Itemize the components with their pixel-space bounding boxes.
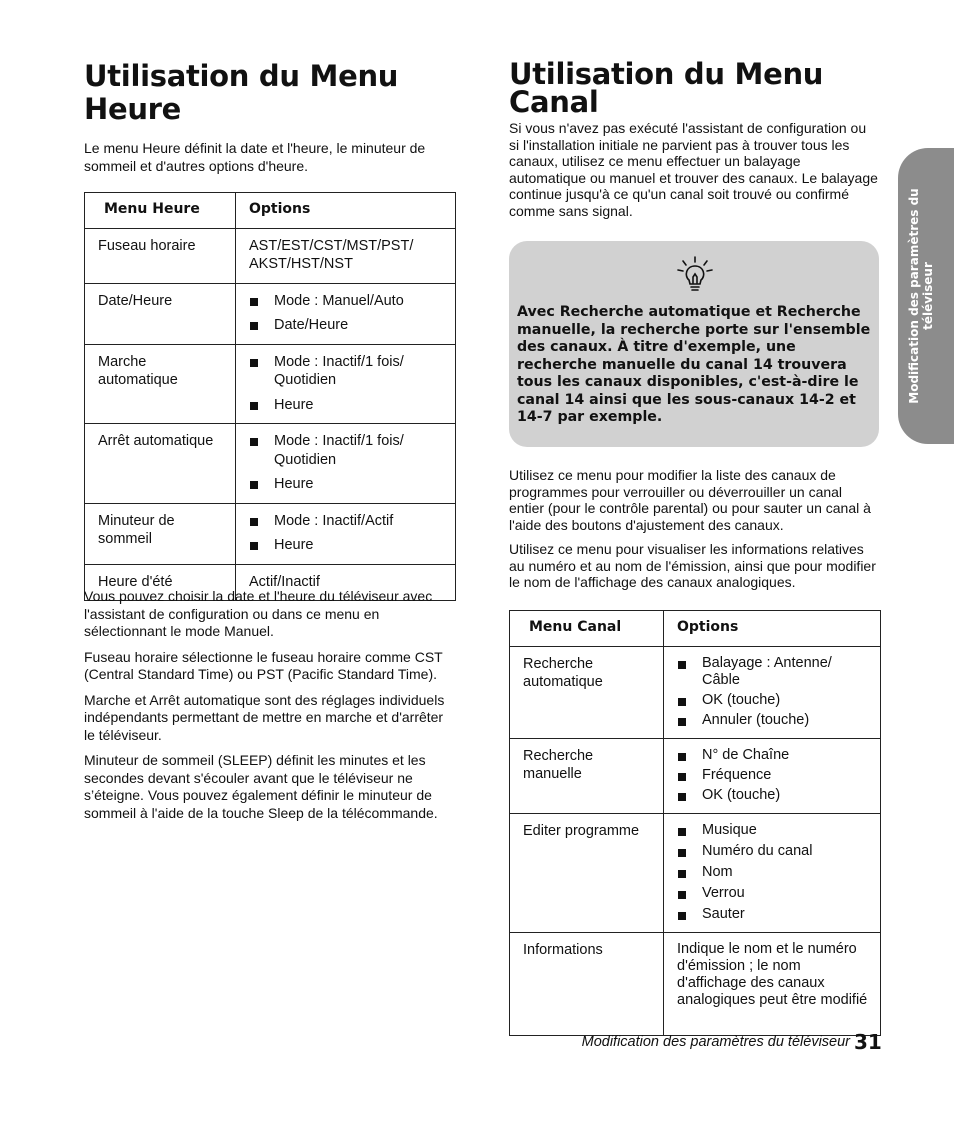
table-header-row — [510, 611, 881, 647]
option-item: Verrou — [677, 885, 868, 902]
menu-item-options: AST/EST/CST/MST/PST/ AKST/HST/NST — [236, 228, 456, 283]
option-item: Balayage : Antenne/ Câble — [677, 655, 868, 689]
menu-item-name: Minuteur de sommeil — [85, 503, 236, 564]
option-item: Date/Heure — [249, 316, 443, 335]
menu-item-options — [664, 646, 881, 738]
option-item: Heure — [249, 396, 443, 415]
menu-item-options — [664, 813, 881, 932]
tip-text: Avec Recherche automatique et Recherche manuelle, la recherche porte sur l'ensemble des canaux. À titre d'exemple, une recherche manuelle du canal 14 trouvera tous les canaux disponibles, c'est-à-dire le canal 14 ainsi que les sous-canaux 14-2 et 14-7 par exemple. — [517, 304, 871, 425]
left-column — [84, 60, 456, 183]
canal-intro: Si vous n'avez pas exécuté l'assistant de configuration ou si l'installation initiale ne parvient pas à trouver tous les canaux, utilisez ce menu effectuer un balayage automatique ou manuel et trouver des canaux. Le balayage continue jusqu'à ce qu'un canal soit trouvé ou confirmé comme sans signal. — [509, 120, 878, 219]
menu-item-name: Date/Heure — [85, 283, 236, 344]
menu-item-options — [236, 344, 456, 424]
menu-item-options — [664, 738, 881, 813]
column-header: Options — [664, 611, 881, 647]
tip-note — [509, 241, 879, 447]
option-item: N° de Chaîne — [677, 747, 868, 764]
table-row — [85, 503, 456, 564]
option-item: Musique — [677, 822, 868, 839]
menu-item-name: Marche automatique — [85, 344, 236, 424]
paragraph: Fuseau horaire sélectionne le fuseau horaire comme CST (Central Standard Time) ou PST (Pacific Standard Time). — [84, 648, 443, 682]
side-tab — [898, 148, 954, 444]
option-item: Heure — [249, 536, 443, 555]
heure-title: Utilisation du Menu Heure — [84, 59, 399, 126]
menu-item-options — [236, 503, 456, 564]
canal-title: Utilisation du Menu Canal — [509, 57, 824, 119]
menu-item-name: Recherche automatique — [510, 646, 664, 738]
paragraph: Vous pouvez choisir la date et l'heure du téléviseur avec l'assistant de configuration ou dans ce menu en sélectionnant le mode Manuel. — [84, 588, 433, 639]
menu-item-name: Informations — [510, 932, 664, 1035]
column-header: Menu Heure — [85, 193, 236, 229]
footer-section-title: Modification des paramètres du téléviseur — [581, 1034, 850, 1050]
menu-item-name: Editer programme — [510, 813, 664, 932]
side-tab-label: Modification des paramètres du téléviseur — [907, 188, 935, 404]
option-item: Mode : Inactif/1 fois/ Quotidien — [249, 353, 443, 390]
table-row — [85, 228, 456, 283]
option-item: OK (touche) — [677, 692, 868, 709]
option-item: Annuler (touche) — [677, 712, 868, 729]
table-header-row — [85, 193, 456, 229]
canal-paragraphs — [509, 467, 880, 599]
table-row — [85, 424, 456, 504]
option-item: Mode : Manuel/Auto — [249, 292, 443, 311]
table-row — [510, 646, 881, 738]
heure-intro: Le menu Heure définit la date et l'heure, le minuteur de sommeil et d'autres options d'heure. — [84, 140, 426, 174]
menu-item-options — [236, 424, 456, 504]
menu-item-name: Arrêt automatique — [85, 424, 236, 504]
option-item: Fréquence — [677, 767, 868, 784]
table-row — [510, 813, 881, 932]
menu-item-name: Fuseau horaire — [85, 228, 236, 283]
option-item: OK (touche) — [677, 787, 868, 804]
option-item: Sauter — [677, 906, 868, 923]
option-item: Mode : Inactif/Actif — [249, 512, 443, 531]
lightbulb-icon — [675, 255, 715, 295]
paragraph: Minuteur de sommeil (SLEEP) définit les minutes et les secondes devant s'écouler avant que le téléviseur ne s’éteigne. Vous pouvez également définir le minuteur de sommeil à l'aide de la touche Sleep de la télécommande. — [84, 752, 438, 821]
heure-table — [84, 192, 456, 601]
menu-item-name: Heure d'été — [85, 564, 236, 601]
menu-item-options: Indique le nom et le numéro d'émission ; le nom d'affichage des canaux analogiques peut être modifié — [664, 932, 881, 1035]
table-row — [85, 283, 456, 344]
page-number: 31 — [854, 1030, 882, 1054]
heure-paragraphs — [84, 588, 456, 830]
menu-item-name: Recherche manuelle — [510, 738, 664, 813]
option-item: Nom — [677, 864, 868, 881]
right-column — [509, 57, 880, 227]
paragraph: Utilisez ce menu pour modifier la liste des canaux de programmes pour verrouiller ou déverrouiller un canal entier (pour le contrôle parental) ou pour sauter un canal à l'aide des boutons d'ajustement des canaux. — [509, 467, 871, 533]
column-header: Menu Canal — [510, 611, 664, 647]
option-item: Heure — [249, 475, 443, 494]
table-row — [85, 344, 456, 424]
paragraph: Marche et Arrêt automatique sont des réglages individuels indépendants permettant de mettre en marche et d'arrêter le téléviseur. — [84, 691, 445, 743]
paragraph: Utilisez ce menu pour visualiser les informations relatives au numéro et au nom de l'émission, ainsi que pour modifier le nom de l'affichage des canaux analogiques. — [509, 541, 876, 590]
table-row — [510, 738, 881, 813]
menu-item-options: Actif/Inactif — [236, 564, 456, 601]
column-header: Options — [236, 193, 456, 229]
menu-item-options — [236, 283, 456, 344]
option-item: Numéro du canal — [677, 843, 868, 860]
canal-table — [509, 610, 881, 1036]
canal-table-wrap — [509, 610, 881, 1036]
table-row — [510, 932, 881, 1035]
option-item: Mode : Inactif/1 fois/ Quotidien — [249, 432, 443, 469]
heure-table-wrap — [84, 192, 456, 601]
